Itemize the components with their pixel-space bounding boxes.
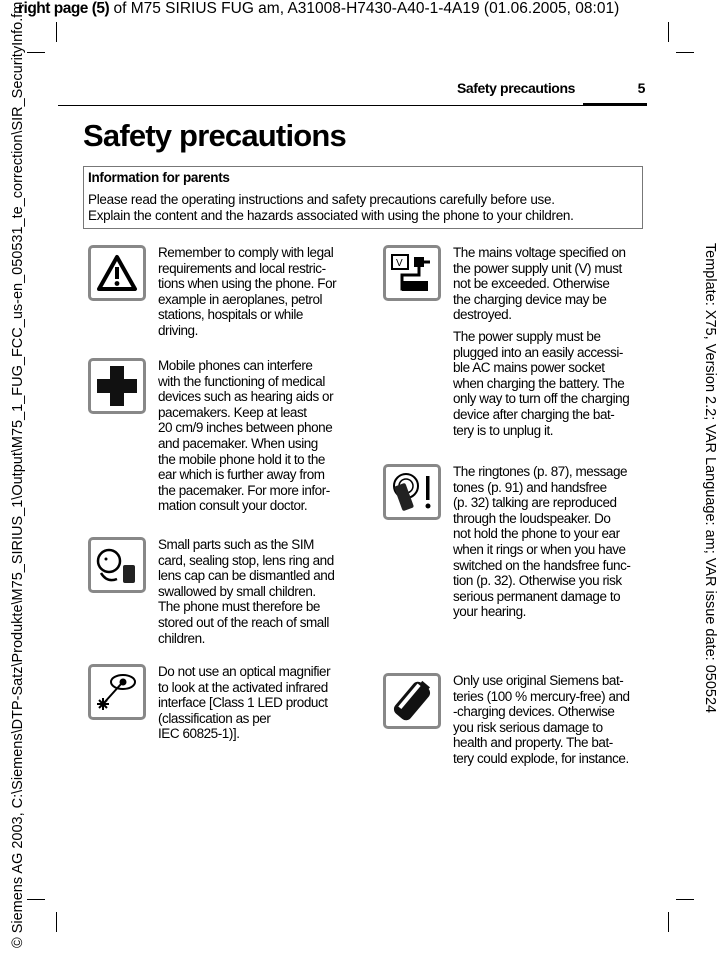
text-line: Only use original Siemens bat- <box>453 673 624 688</box>
safety-item <box>88 358 333 520</box>
safety-item <box>383 673 630 773</box>
text-line: (p. 32) talking are reproduced <box>453 495 617 511</box>
text-line: tery is to unplug it. <box>453 422 554 438</box>
print-info-line <box>18 0 619 18</box>
text-line: you risk serious damage to <box>453 719 603 735</box>
text-line: the mobile phone hold it to the <box>158 451 325 467</box>
text-line: children. <box>158 630 205 646</box>
text-line: lens cap can be dismantled and <box>158 568 335 584</box>
loudspeaker-phone-icon <box>383 464 441 520</box>
warning-icon <box>88 245 146 301</box>
crop-mark <box>676 899 694 900</box>
crop-mark <box>27 52 45 53</box>
text-line: Remember to comply with legal <box>158 245 334 260</box>
text-line: the pacemaker. For more infor- <box>158 482 330 498</box>
text-line: The mains voltage specified on <box>453 245 626 260</box>
safety-item <box>383 245 629 444</box>
side-file-path: © Siemens AG 2003, C:\Siemens\DTP-Satz\Produkte\M75_SIRIUS_1\Output\M75_1_FUG_FCC_us-en_050531_te_correction\SIR_SecurityInfo.fm <box>10 1 26 948</box>
text-line: IEC 60825-1)]. <box>158 726 240 742</box>
text-line: interface [Class 1 LED product <box>158 695 328 711</box>
safety-item <box>88 245 336 345</box>
text-line: -charging devices. Otherwise <box>453 704 615 720</box>
text-line: when charging the battery. The <box>453 375 625 391</box>
text-line: mation consult your doctor. <box>158 498 308 514</box>
text-line: Small parts such as the SIM <box>158 537 314 552</box>
info-box-parents <box>83 166 643 229</box>
safety-item-text <box>158 664 330 748</box>
safety-item-text <box>453 673 630 773</box>
text-line: Mobile phones can interfere <box>158 358 313 373</box>
text-line: tion (p. 32). Otherwise you risk <box>453 573 622 589</box>
text-line: swallowed by small children. <box>158 583 316 599</box>
text-line: plugged into an easily accessi- <box>453 344 623 360</box>
side-template-info: Template: X75, Version 2.2; VAR Language: am; VAR issue date: 050524 <box>702 242 718 714</box>
text-line: not hold the phone to your ear <box>453 526 620 542</box>
text-line: the charging device may be <box>453 291 607 307</box>
info-heading: Information for parents <box>88 170 230 185</box>
text-line: to look at the activated infrared <box>158 679 328 695</box>
safety-paragraph <box>453 329 629 438</box>
text-line: health and property. The bat- <box>453 735 613 751</box>
safety-item <box>383 464 630 626</box>
text-line: pacemakers. Keep at least <box>158 404 307 420</box>
safety-paragraph <box>453 673 630 767</box>
svg-text:V: V <box>396 258 403 269</box>
crop-mark <box>56 22 57 42</box>
safety-paragraph <box>453 464 630 620</box>
medical-cross-icon <box>88 358 146 414</box>
crop-mark <box>676 52 694 53</box>
text-line: only way to turn off the charging <box>453 391 630 407</box>
safety-item-text <box>158 537 334 652</box>
safety-item-text <box>453 464 630 626</box>
text-line: ear which is further away from <box>158 467 325 483</box>
text-line: stored out of the reach of small <box>158 614 329 630</box>
power-plug-icon <box>383 245 441 301</box>
safety-paragraph <box>158 245 336 339</box>
text-line: tery could explode, for instance. <box>453 750 629 766</box>
header-rule-accent <box>583 103 647 106</box>
text-line: Do not use an optical magnifier <box>158 664 331 679</box>
text-line: with the functioning of medical <box>158 373 325 389</box>
safety-item-text <box>158 245 336 345</box>
page-title: Safety precautions <box>83 118 346 153</box>
safety-item-text <box>453 245 629 444</box>
running-head-title: Safety precautions <box>456 80 575 96</box>
text-line: The ringtones (p. 87), message <box>453 464 628 479</box>
text-line: and pacemaker. When using <box>158 435 318 451</box>
info-line: Explain the content and the hazards associated with using the phone to your children. <box>88 208 574 223</box>
print-info-rest: of M75 SIRIUS FUG am, A31008-H7430-A40-1-4A19 (01.06.2005, 08:01) <box>109 0 620 17</box>
safety-paragraph <box>158 358 333 514</box>
safety-item <box>88 537 334 652</box>
text-line: through the loudspeaker. Do <box>453 510 611 526</box>
text-line: The phone must therefore be <box>158 599 320 615</box>
crop-mark <box>27 899 45 900</box>
text-line: stations, hospitals or while <box>158 307 303 323</box>
safety-item-text <box>158 358 333 520</box>
text-line: devices such as hearing aids or <box>158 389 334 405</box>
text-line: destroyed. <box>453 307 512 323</box>
safety-paragraph <box>158 664 330 742</box>
text-line: 20 cm/9 inches between phone <box>158 420 333 436</box>
safety-paragraph <box>158 537 334 646</box>
text-line: serious permanent damage to <box>453 588 621 604</box>
text-line: ble AC mains power socket <box>453 360 605 376</box>
header-rule <box>58 105 646 106</box>
text-line: tions when using the phone. For <box>158 276 337 292</box>
print-info-bold: right page (5) <box>18 0 110 17</box>
info-line: Please read the operating instructions and safety precautions carefully before use. <box>88 192 555 207</box>
text-line: (classification as per <box>158 710 271 726</box>
text-line: the power supply unit (V) must <box>453 260 622 276</box>
safety-item <box>88 664 330 748</box>
text-line: tones (p. 91) and handsfree <box>453 479 607 495</box>
page-number: 5 <box>637 80 645 96</box>
text-line: The power supply must be <box>453 328 601 344</box>
text-line: your hearing. <box>453 604 526 620</box>
text-line: requirements and local restric- <box>158 260 326 276</box>
safety-paragraph <box>453 245 629 323</box>
text-line: when it rings or when you have <box>453 541 626 557</box>
crop-mark <box>668 912 669 932</box>
text-line: switched on the handsfree func- <box>453 557 631 573</box>
infrared-eye-icon <box>88 664 146 720</box>
running-head <box>83 80 647 100</box>
small-parts-child-icon <box>88 537 146 593</box>
text-line: teries (100 % mercury-free) and <box>453 688 630 704</box>
crop-mark <box>56 912 57 932</box>
battery-icon <box>383 673 441 729</box>
text-line: example in aeroplanes, petrol <box>158 291 323 307</box>
text-line: device after charging the bat- <box>453 406 615 422</box>
text-line: card, sealing stop, lens ring and <box>158 552 334 568</box>
text-line: driving. <box>158 322 198 338</box>
text-line: not be exceeded. Otherwise <box>453 276 610 292</box>
crop-mark <box>668 22 669 42</box>
